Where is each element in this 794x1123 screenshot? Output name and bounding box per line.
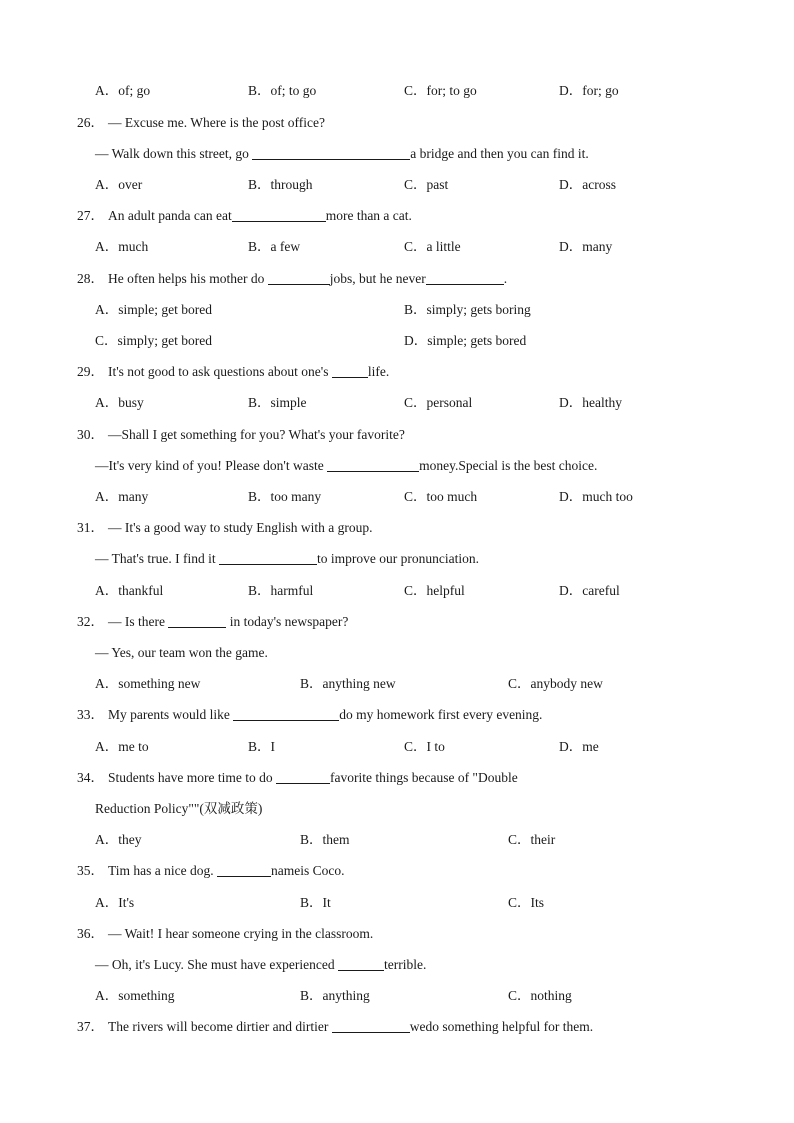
question-text: My parents would like [108,707,234,722]
q35-stem [0,859,794,883]
option-a[interactable]: A．me to [95,739,149,754]
question-text: Tim has a nice dog. [108,863,217,878]
answer-blank [332,1018,410,1033]
question-text: a bridge and then you can find it. [410,146,589,161]
answer-blank [338,956,384,971]
answer-blank [232,207,326,222]
question-text: Reduction Policy""(双减政策) [95,801,263,816]
answer-blank [168,613,226,628]
q29-options [0,391,794,415]
question-number: 34． [77,770,104,785]
q36-line2 [0,953,794,977]
q25-options [0,79,794,103]
q27-options [0,235,794,259]
answer-blank [252,145,410,160]
question-text: more than a cat. [325,208,412,223]
option-b[interactable]: B．I [248,739,275,754]
q34-stem [0,766,794,790]
option-d[interactable]: D．for; go [559,83,619,98]
q34-line2 [0,797,794,821]
question-text: — Is there [108,614,169,629]
q31-line2 [0,547,794,571]
option-c[interactable]: C．anybody new [508,676,603,691]
option-c[interactable]: C．personal [404,395,473,410]
question-text: The rivers will become dirtier and dirtier [108,1019,332,1034]
question-text: . [503,271,508,286]
question-text: do my homework first every evening. [339,707,543,722]
answer-blank [219,550,317,565]
q28-stem [0,267,794,291]
option-d[interactable]: D．across [559,177,616,192]
question-text: — Wait! I hear someone crying in the classroom. [108,926,374,941]
option-a[interactable]: A．thankful [95,583,164,598]
option-a[interactable]: A．much [95,239,149,254]
question-text: It's not good to ask questions about one's [108,364,332,379]
question-text: to improve our pronunciation. [317,551,480,566]
q35-options [0,891,794,915]
question-number: 33． [77,707,104,722]
question-text: nameis Coco. [271,863,345,878]
q32-options [0,672,794,696]
q31-options [0,579,794,603]
q33-options [0,735,794,759]
option-b[interactable]: B．simply; gets boring [404,302,531,317]
question-text: wedo something helpful for them. [409,1019,594,1034]
q26-line2 [0,142,794,166]
question-number: 29． [77,364,104,379]
option-a[interactable]: A．of; go [95,83,151,98]
option-c[interactable]: C．their [508,832,556,847]
q27-stem [0,204,794,228]
option-c[interactable]: C．too much [404,489,478,504]
option-b[interactable]: B．simple [248,395,307,410]
option-c[interactable]: C．I to [404,739,445,754]
option-d[interactable]: D．me [559,739,599,754]
question-text: terrible. [384,957,427,972]
question-text: life. [367,364,390,379]
question-text: Students have more time to do [108,770,276,785]
option-a[interactable]: A．It's [95,895,135,910]
question-number: 32． [77,614,104,629]
option-c[interactable]: C．for; to go [404,83,477,98]
question-number: 36． [77,926,104,941]
option-c[interactable]: C．nothing [508,988,572,1003]
question-text: — That's true. I find it [95,551,220,566]
option-c[interactable]: C．helpful [404,583,465,598]
option-c[interactable]: C．Its [508,895,545,910]
q36-stem [0,922,794,946]
option-a[interactable]: A．simple; get bored [95,302,212,317]
option-b[interactable]: B．of; to go [248,83,317,98]
q37-stem [0,1015,794,1039]
option-c[interactable]: C．past [404,177,449,192]
option-b[interactable]: B．too many [248,489,322,504]
q36-options [0,984,794,1008]
option-a[interactable]: A．many [95,489,149,504]
option-b[interactable]: B．harmful [248,583,314,598]
option-c[interactable]: C．a little [404,239,461,254]
option-a[interactable]: A．they [95,832,142,847]
question-text: jobs, but he never [329,271,426,286]
q32-line2 [0,641,794,665]
question-number: 37． [77,1019,104,1034]
option-b[interactable]: B．a few [248,239,301,254]
answer-blank [268,270,330,285]
q30-stem [0,423,794,447]
option-d[interactable]: D．much too [559,489,633,504]
option-b[interactable]: B．It [300,895,331,910]
answer-blank [332,363,368,378]
q31-stem [0,516,794,540]
option-c[interactable]: C．simply; get bored [95,333,212,348]
q34-options [0,828,794,852]
question-number: 26． [77,115,104,130]
question-text: — Oh, it's Lucy. She must have experienced [95,957,338,972]
question-text: — Excuse me. Where is the post office? [108,115,325,130]
question-text: He often helps his mother do [108,271,268,286]
answer-blank [327,457,419,472]
question-text: in today's newspaper? [226,614,349,629]
option-b[interactable]: B．through [248,177,313,192]
answer-blank [217,862,271,877]
answer-blank [233,706,339,721]
option-d[interactable]: D．many [559,239,613,254]
q30-options [0,485,794,509]
option-a[interactable]: A．something [95,988,175,1003]
question-number: 31． [77,520,104,535]
q32-stem [0,610,794,634]
q26-stem [0,111,794,135]
answer-blank [276,769,330,784]
question-text: — Yes, our team won the game. [95,645,268,660]
question-number: 35． [77,863,104,878]
q33-stem [0,703,794,727]
question-text: —Shall I get something for you? What's your favorite? [108,427,405,442]
option-d[interactable]: D．careful [559,583,620,598]
option-b[interactable]: B．them [300,832,350,847]
option-b[interactable]: B．anything new [300,676,396,691]
q30-line2 [0,454,794,478]
question-text: money.Special is the best choice. [419,458,598,473]
q29-stem [0,360,794,384]
option-d[interactable]: D．healthy [559,395,622,410]
option-a[interactable]: A．something new [95,676,201,691]
question-number: 30． [77,427,104,442]
option-b[interactable]: B．anything [300,988,370,1003]
question-text: — It's a good way to study English with a group. [108,520,373,535]
option-a[interactable]: A．over [95,177,143,192]
option-d[interactable]: D．simple; gets bored [404,333,527,348]
question-number: 27． [77,208,104,223]
question-number: 28． [77,271,104,286]
q26-options [0,173,794,197]
q28-options-row2 [0,329,794,353]
question-text: — Walk down this street, go [95,146,253,161]
q28-options-row1 [0,298,794,322]
question-text: favorite things because of "Double [329,770,518,785]
option-a[interactable]: A．busy [95,395,144,410]
question-text: An adult panda can eat [108,208,232,223]
question-text: —It's very kind of you! Please don't waste [95,458,328,473]
answer-blank [426,270,504,285]
